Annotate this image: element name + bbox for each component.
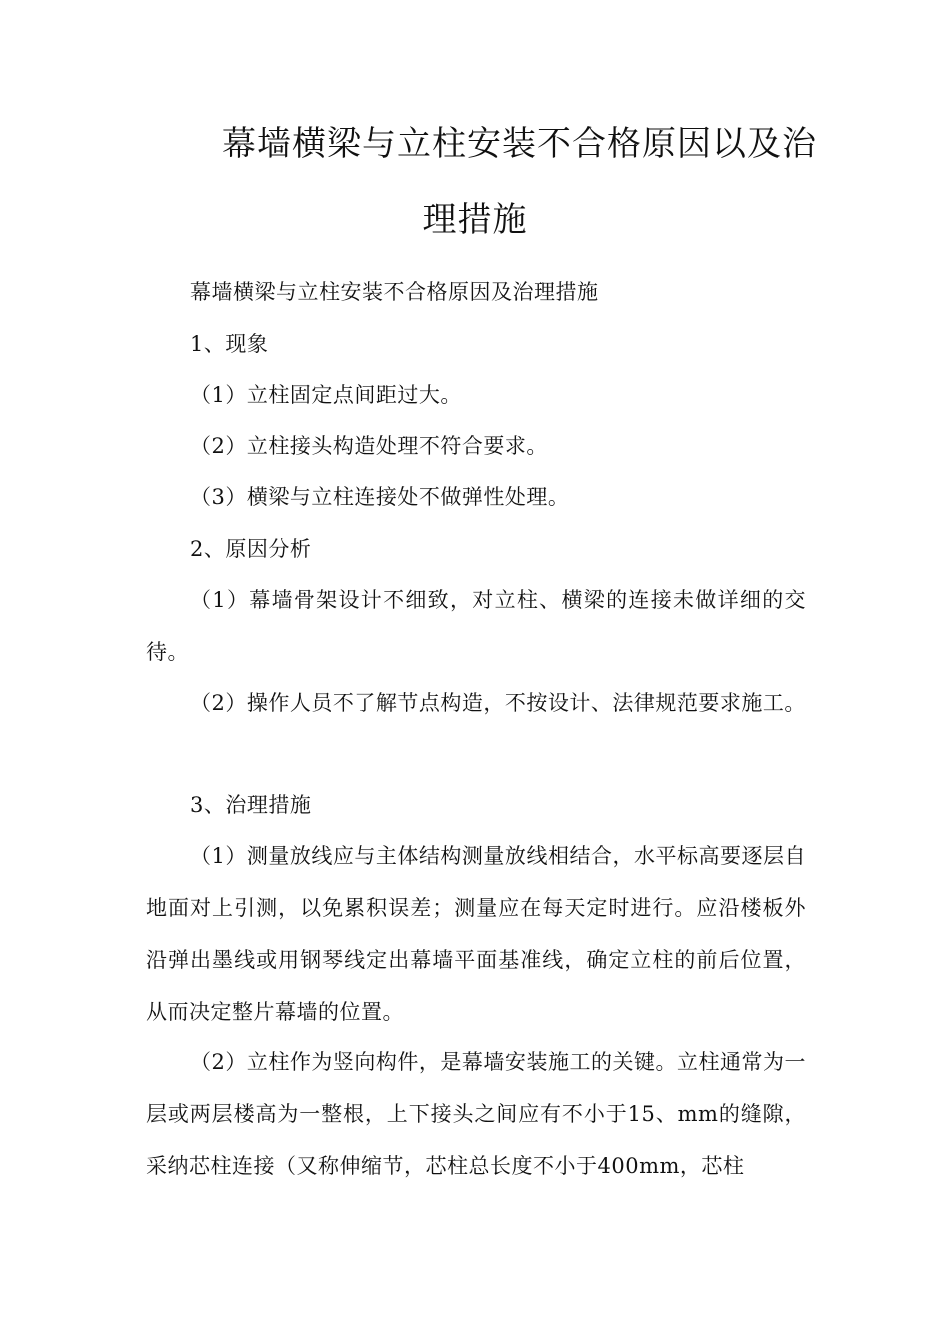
document-title-line-1: 幕墙横梁与立柱安装不合格原因以及治	[222, 124, 817, 164]
paragraph-item: （2）立柱接头构造处理不符合要求。	[190, 434, 548, 458]
document-title-line-2: 理措施	[422, 200, 528, 240]
paragraph-item: （1）测量放线应与主体结构测量放线相结合，水平标高要逐层自地面对上引测，以免累积误差；测量应在每天定时进行。应沿楼板外沿弹出墨线或用钢琴线定出幕墙平面基准线，确定立柱的前后位置，从而决定整片幕墙的位置。	[146, 844, 806, 1024]
section-heading-cause: 2、原因分析	[190, 537, 312, 561]
paragraph-item: （1）幕墙骨架设计不细致，对立柱、横梁的连接未做详细的交待。	[146, 588, 806, 664]
paragraph-item: （2）立柱作为竖向构件，是幕墙安装施工的关键。立柱通常为一层或两层楼高为一整根，上下接头之间应有不小于15、mm的缝隙，采纳芯柱连接（又称伸缩节，芯柱总长度不小于400mm，芯柱	[146, 1050, 806, 1178]
paragraph-item: （3）横梁与立柱连接处不做弹性处理。	[190, 485, 570, 509]
section-heading-measures: 3、治理措施	[190, 793, 312, 817]
paragraph-item: （2）操作人员不了解节点构造，不按设计、法律规范要求施工。	[190, 691, 806, 715]
paragraph-item: （1）立柱固定点间距过大。	[190, 383, 462, 407]
section-heading-phenomenon: 1、现象	[190, 332, 269, 356]
paragraph-subtitle: 幕墙横梁与立柱安装不合格原因及治理措施	[190, 280, 599, 304]
